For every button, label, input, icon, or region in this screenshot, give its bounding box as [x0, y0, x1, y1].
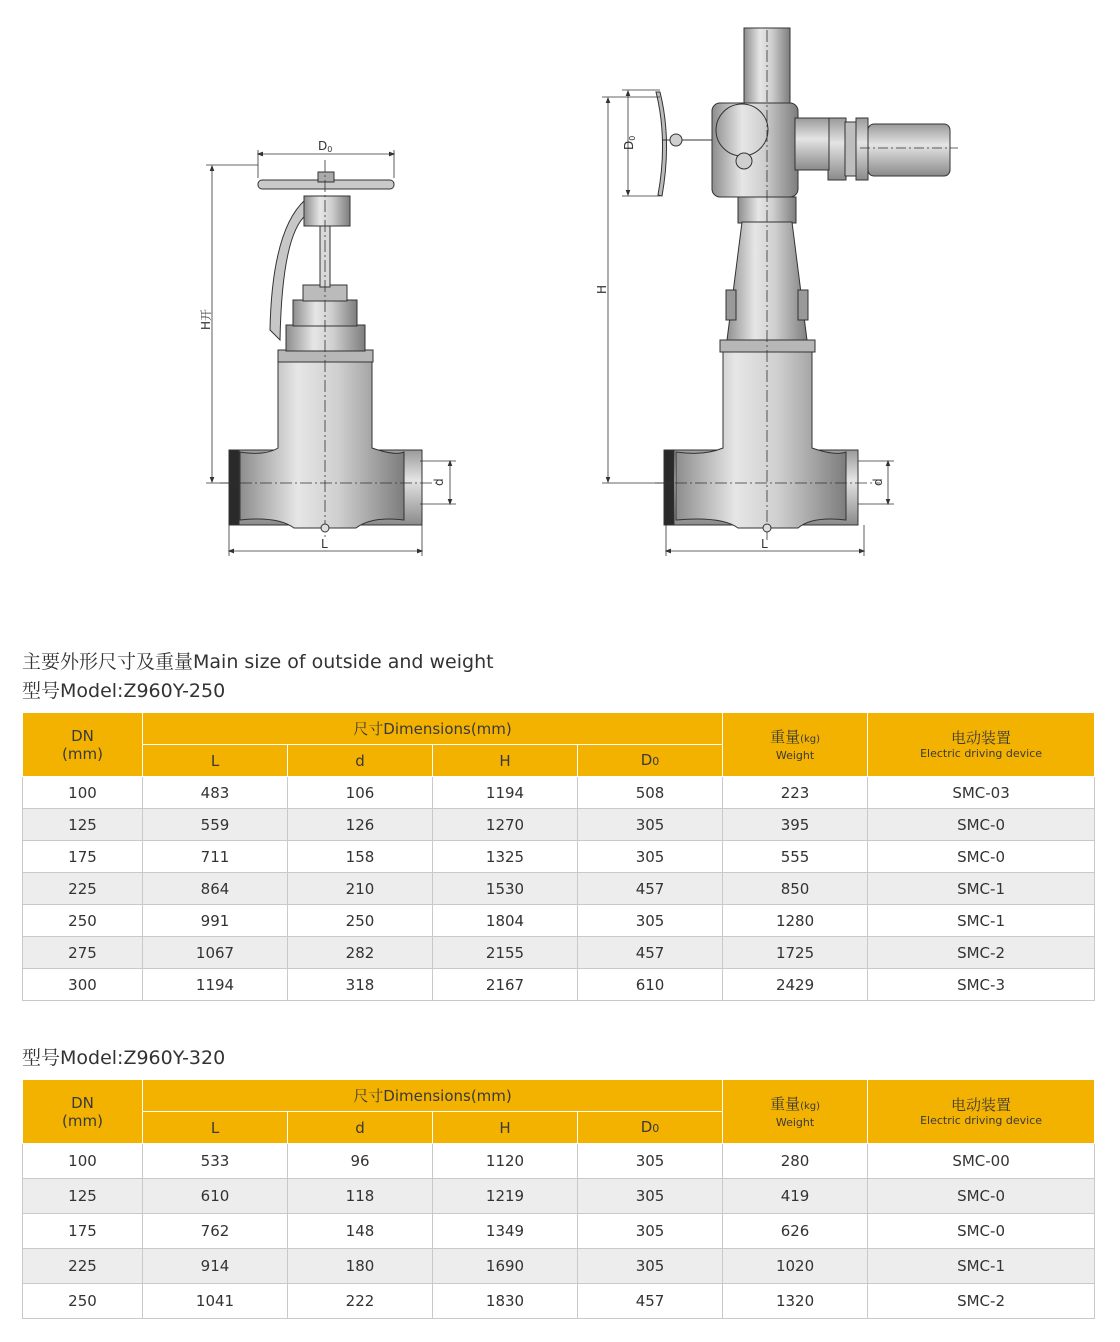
model-title-320: 型号Model:Z960Y-320: [22, 1047, 226, 1069]
table-cell: 457: [578, 1284, 723, 1319]
section-title: 主要外形尺寸及重量Main size of outside and weight: [22, 651, 494, 673]
spec-table-320: [22, 1079, 1095, 1319]
header-device: 电动装置 Electric driving device: [868, 1080, 1095, 1144]
table-cell: 250: [288, 905, 433, 937]
table-cell: 626: [723, 1214, 868, 1249]
table-cell: 223: [723, 777, 868, 809]
right-h-label: H: [595, 284, 609, 294]
header-dn: DN (mm): [23, 1080, 143, 1144]
header-dimensions: 尺寸Dimensions(mm): [143, 713, 723, 745]
model-title-250: 型号Model:Z960Y-250: [22, 680, 226, 702]
table-cell: 991: [143, 905, 288, 937]
table-cell: 711: [143, 841, 288, 873]
table-row: [23, 1284, 1095, 1319]
table-cell: 250: [23, 905, 143, 937]
table-cell: SMC-1: [868, 1249, 1095, 1284]
right-d-label: d: [871, 478, 885, 486]
left-l-label: L: [321, 537, 328, 551]
table-row: [23, 969, 1095, 1001]
table-cell: SMC-1: [868, 873, 1095, 905]
left-h-label: H开: [199, 308, 213, 330]
table-cell: 1194: [433, 777, 578, 809]
table-row: [23, 1214, 1095, 1249]
table-cell: 125: [23, 809, 143, 841]
table-cell: 148: [288, 1214, 433, 1249]
header-h: H: [433, 1112, 578, 1144]
table-row: [23, 1144, 1095, 1179]
table-cell: 850: [723, 873, 868, 905]
table-cell: 210: [288, 873, 433, 905]
table-cell: 1280: [723, 905, 868, 937]
table-cell: 250: [23, 1284, 143, 1319]
table-cell: 118: [288, 1179, 433, 1214]
table-cell: 222: [288, 1284, 433, 1319]
table-cell: 96: [288, 1144, 433, 1179]
header-dn: DN (mm): [23, 713, 143, 777]
header-l: L: [143, 745, 288, 777]
table-cell: 1804: [433, 905, 578, 937]
electric-valve-drawing: [602, 28, 958, 556]
table-cell: 457: [578, 873, 723, 905]
table-cell: 762: [143, 1214, 288, 1249]
table-row: [23, 809, 1095, 841]
table-cell: 282: [288, 937, 433, 969]
table-cell: 158: [288, 841, 433, 873]
table-cell: 305: [578, 1144, 723, 1179]
table-cell: 1320: [723, 1284, 868, 1319]
table-row: [23, 937, 1095, 969]
table-cell: 300: [23, 969, 143, 1001]
table-cell: 1270: [433, 809, 578, 841]
table-cell: 533: [143, 1144, 288, 1179]
table-cell: 175: [23, 841, 143, 873]
header-do: D0: [578, 1112, 723, 1144]
table-cell: 225: [23, 873, 143, 905]
left-d-label: d: [432, 478, 446, 486]
table-cell: SMC-0: [868, 841, 1095, 873]
table-cell: SMC-2: [868, 937, 1095, 969]
table-cell: 555: [723, 841, 868, 873]
table-cell: 100: [23, 1144, 143, 1179]
table-cell: 100: [23, 777, 143, 809]
header-device: 电动装置 Electric driving device: [868, 713, 1095, 777]
header-h: H: [433, 745, 578, 777]
table-cell: 1041: [143, 1284, 288, 1319]
spec-table-250: [22, 712, 1095, 1001]
table-cell: 175: [23, 1214, 143, 1249]
table-cell: 225: [23, 1249, 143, 1284]
table-cell: 914: [143, 1249, 288, 1284]
table-cell: 864: [143, 873, 288, 905]
table-cell: 1725: [723, 937, 868, 969]
table-cell: 2155: [433, 937, 578, 969]
table-cell: SMC-0: [868, 1214, 1095, 1249]
table-cell: 1020: [723, 1249, 868, 1284]
right-l-label: L: [761, 537, 768, 551]
table-cell: 483: [143, 777, 288, 809]
table-cell: 1120: [433, 1144, 578, 1179]
table-cell: 559: [143, 809, 288, 841]
table-cell: 1530: [433, 873, 578, 905]
table-cell: 2167: [433, 969, 578, 1001]
table-cell: 280: [723, 1144, 868, 1179]
table-row: [23, 1179, 1095, 1214]
table-row: [23, 873, 1095, 905]
table-cell: SMC-03: [868, 777, 1095, 809]
table-cell: 1194: [143, 969, 288, 1001]
table-cell: 1067: [143, 937, 288, 969]
table-cell: 610: [578, 969, 723, 1001]
table-cell: SMC-3: [868, 969, 1095, 1001]
table-cell: 305: [578, 841, 723, 873]
table-cell: 1349: [433, 1214, 578, 1249]
header-dimensions: 尺寸Dimensions(mm): [143, 1080, 723, 1112]
table-cell: SMC-2: [868, 1284, 1095, 1319]
table-row: [23, 905, 1095, 937]
valve-drawings: [0, 0, 1120, 600]
header-d: d: [288, 1112, 433, 1144]
right-do-label: D0: [622, 135, 637, 150]
table-cell: 275: [23, 937, 143, 969]
table-cell: 1690: [433, 1249, 578, 1284]
table-cell: 180: [288, 1249, 433, 1284]
table-cell: 1325: [433, 841, 578, 873]
left-do-label: D0: [318, 139, 333, 154]
manual-valve-drawing: [206, 150, 456, 556]
table-cell: 106: [288, 777, 433, 809]
table-cell: SMC-1: [868, 905, 1095, 937]
table-cell: 305: [578, 905, 723, 937]
table-row: [23, 1249, 1095, 1284]
table-cell: SMC-00: [868, 1144, 1095, 1179]
table-cell: 318: [288, 969, 433, 1001]
table-row: [23, 841, 1095, 873]
header-d: d: [288, 745, 433, 777]
table-cell: 2429: [723, 969, 868, 1001]
table-cell: 1830: [433, 1284, 578, 1319]
header-do: D0: [578, 745, 723, 777]
table-cell: 305: [578, 1249, 723, 1284]
table-cell: 395: [723, 809, 868, 841]
header-l: L: [143, 1112, 288, 1144]
table-cell: 508: [578, 777, 723, 809]
table-cell: 1219: [433, 1179, 578, 1214]
table-row: [23, 777, 1095, 809]
header-weight: 重量(kg) Weight: [723, 713, 868, 777]
header-weight: 重量(kg) Weight: [723, 1080, 868, 1144]
table-cell: SMC-0: [868, 1179, 1095, 1214]
table-cell: 610: [143, 1179, 288, 1214]
table-cell: 126: [288, 809, 433, 841]
table-cell: 457: [578, 937, 723, 969]
table-cell: 305: [578, 1214, 723, 1249]
table-cell: 305: [578, 1179, 723, 1214]
table-cell: 125: [23, 1179, 143, 1214]
table-cell: 419: [723, 1179, 868, 1214]
table-cell: SMC-0: [868, 809, 1095, 841]
table-cell: 305: [578, 809, 723, 841]
